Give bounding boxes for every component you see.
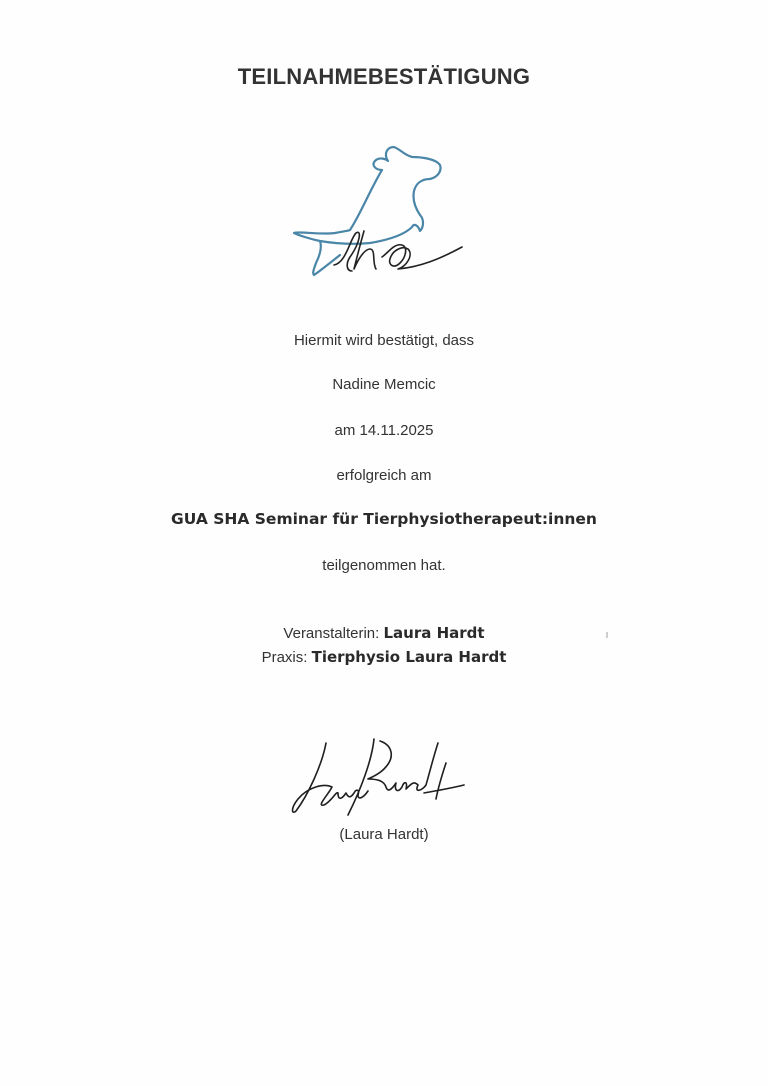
success-line: erfolgreich am xyxy=(336,467,432,484)
intro-text: Hiermit wird bestätigt, dass xyxy=(293,332,475,349)
participant-name: Nadine Memcic xyxy=(332,376,436,393)
organizer-line xyxy=(0,624,768,642)
signature-caption: (Laura Hardt) xyxy=(339,826,429,843)
scan-artifact xyxy=(606,632,608,638)
practice-name: Tierphysio Laura Hardt xyxy=(311,648,507,666)
practice-line xyxy=(0,648,768,666)
dog-logo-icon xyxy=(290,135,470,285)
participated-line: teilgenommen hat. xyxy=(322,557,446,574)
handwritten-signature-icon xyxy=(288,735,468,820)
date-line: am 14.11.2025 xyxy=(334,422,434,439)
organizer-name: Laura Hardt xyxy=(383,624,485,642)
seminar-title: GUA SHA Seminar für Tierphysiotherapeut:innen xyxy=(171,510,597,528)
organizer-label: Veranstalterin: xyxy=(283,625,380,642)
document-title: TEILNAHMEBESTÄTIGUNG xyxy=(237,64,531,89)
practice-label: Praxis: xyxy=(261,649,308,666)
